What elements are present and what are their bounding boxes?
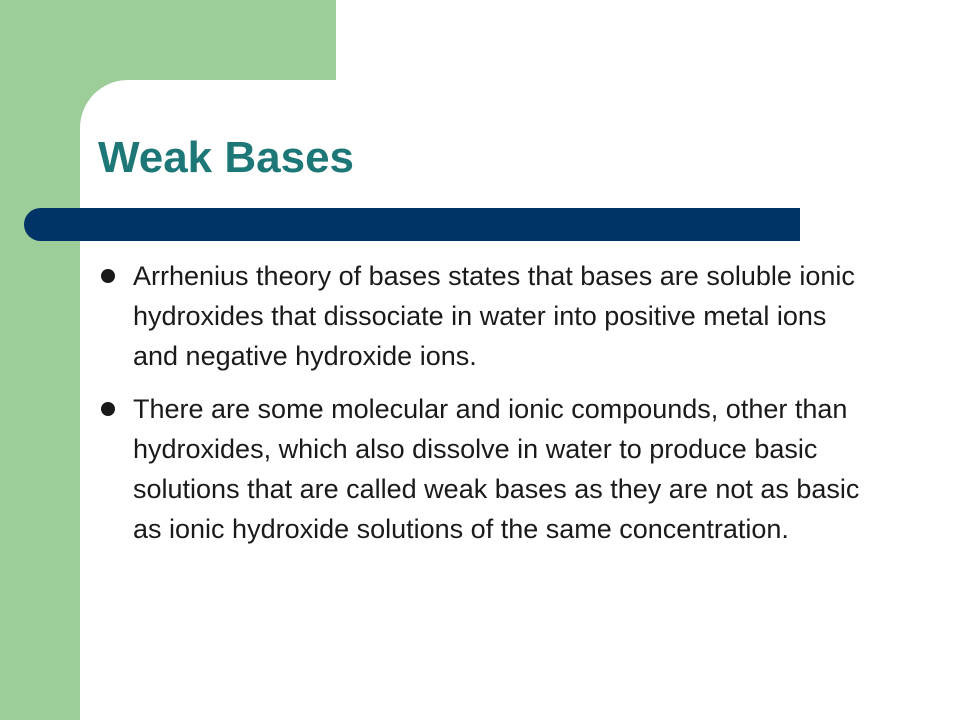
- bullet-item: [100, 389, 880, 549]
- bullet-list: [100, 256, 880, 562]
- bullet-dot-icon: [101, 269, 115, 283]
- bullet-dot-icon: [101, 402, 115, 416]
- title-underline-bar: [24, 208, 800, 241]
- slide-title: Weak Bases: [98, 133, 355, 182]
- bullet-item: [100, 256, 880, 376]
- bullet-text: Arrhenius theory of bases states that bases are soluble ionic hydroxides that dissociate in water into positive metal ions and negative hydroxide ions.: [133, 261, 855, 371]
- bullet-text: There are some molecular and ionic compounds, other than hydroxides, which also dissolve in water to produce basic solutions that are called weak bases as they are not as basic as ionic hydroxide solutions of the same concentration.: [133, 394, 860, 544]
